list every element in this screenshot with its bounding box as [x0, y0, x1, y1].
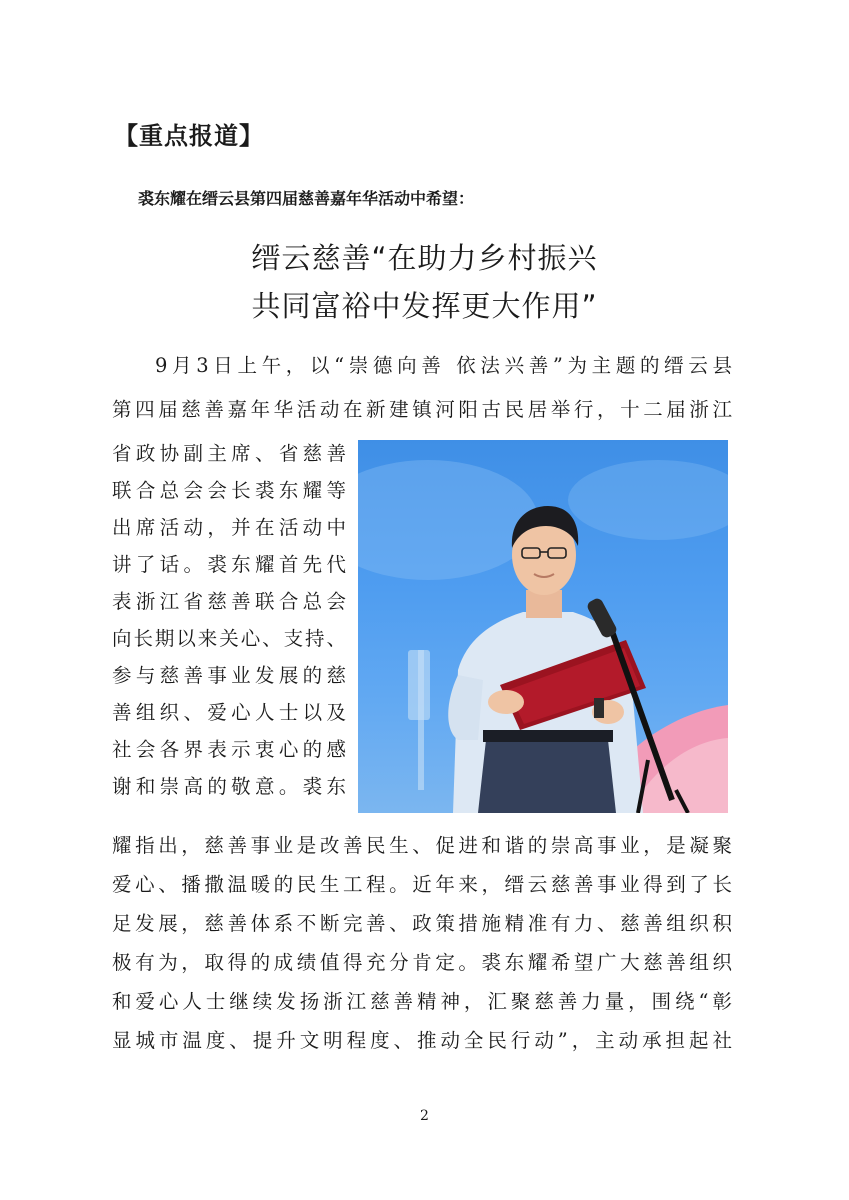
paragraph-line: 第四届慈善嘉年华活动在新建镇河阳古民居举行，十二届浙江 — [112, 398, 732, 421]
section-tag: 【重点报道】 — [114, 122, 264, 150]
paragraph-line: 省政协副主席、省慈善 — [112, 442, 346, 465]
speaker-photo — [358, 440, 728, 813]
paragraph-line: 耀指出，慈善事业是改善民生、促进和谐的崇高事业，是凝聚 — [112, 834, 732, 857]
page-number: 2 — [420, 1108, 429, 1124]
paragraph-line: 足发展，慈善体系不断完善、政策措施精准有力、慈善组织积 — [112, 912, 732, 935]
paragraph-line: 讲了话。裘东耀首先代 — [112, 553, 346, 576]
paragraph-line: 极有为，取得的成绩值得充分肯定。裘东耀希望广大慈善组织 — [112, 951, 732, 974]
paragraph-line: 爱心、播撒温暖的民生工程。近年来，缙云慈善事业得到了长 — [112, 873, 732, 896]
paragraph-line: 和爱心人士继续发扬浙江慈善精神，汇聚慈善力量，围绕“彰 — [112, 990, 732, 1013]
paragraph-line: 善组织、爱心人士以及 — [112, 701, 346, 724]
paragraph-line: 出席活动，并在活动中 — [112, 516, 346, 539]
paragraph-line: 9月3日上午，以“崇德向善 依法兴善”为主题的缙云县 — [155, 354, 732, 377]
paragraph-line: 联合总会会长裘东耀等 — [112, 479, 346, 502]
paragraph-line: 向长期以来关心、支持、 — [112, 627, 346, 650]
paragraph-line: 显城市温度、提升文明程度、推动全民行动”，主动承担起社 — [112, 1029, 732, 1052]
paragraph-line: 表浙江省慈善联合总会 — [112, 590, 346, 613]
lead-title: 裘东耀在缙云县第四届慈善嘉年华活动中希望： — [138, 189, 475, 208]
paragraph-line: 参与慈善事业发展的慈 — [112, 664, 346, 687]
paragraph-line: 谢和崇高的敬意。裘东 — [112, 775, 346, 798]
paragraph-line: 社会各界表示衷心的感 — [112, 738, 346, 761]
headline-line-1: 缙云慈善“在助力乡村振兴 — [251, 241, 598, 275]
speaker-illustration — [358, 440, 728, 813]
headline-line-2: 共同富裕中发挥更大作用” — [251, 289, 598, 323]
